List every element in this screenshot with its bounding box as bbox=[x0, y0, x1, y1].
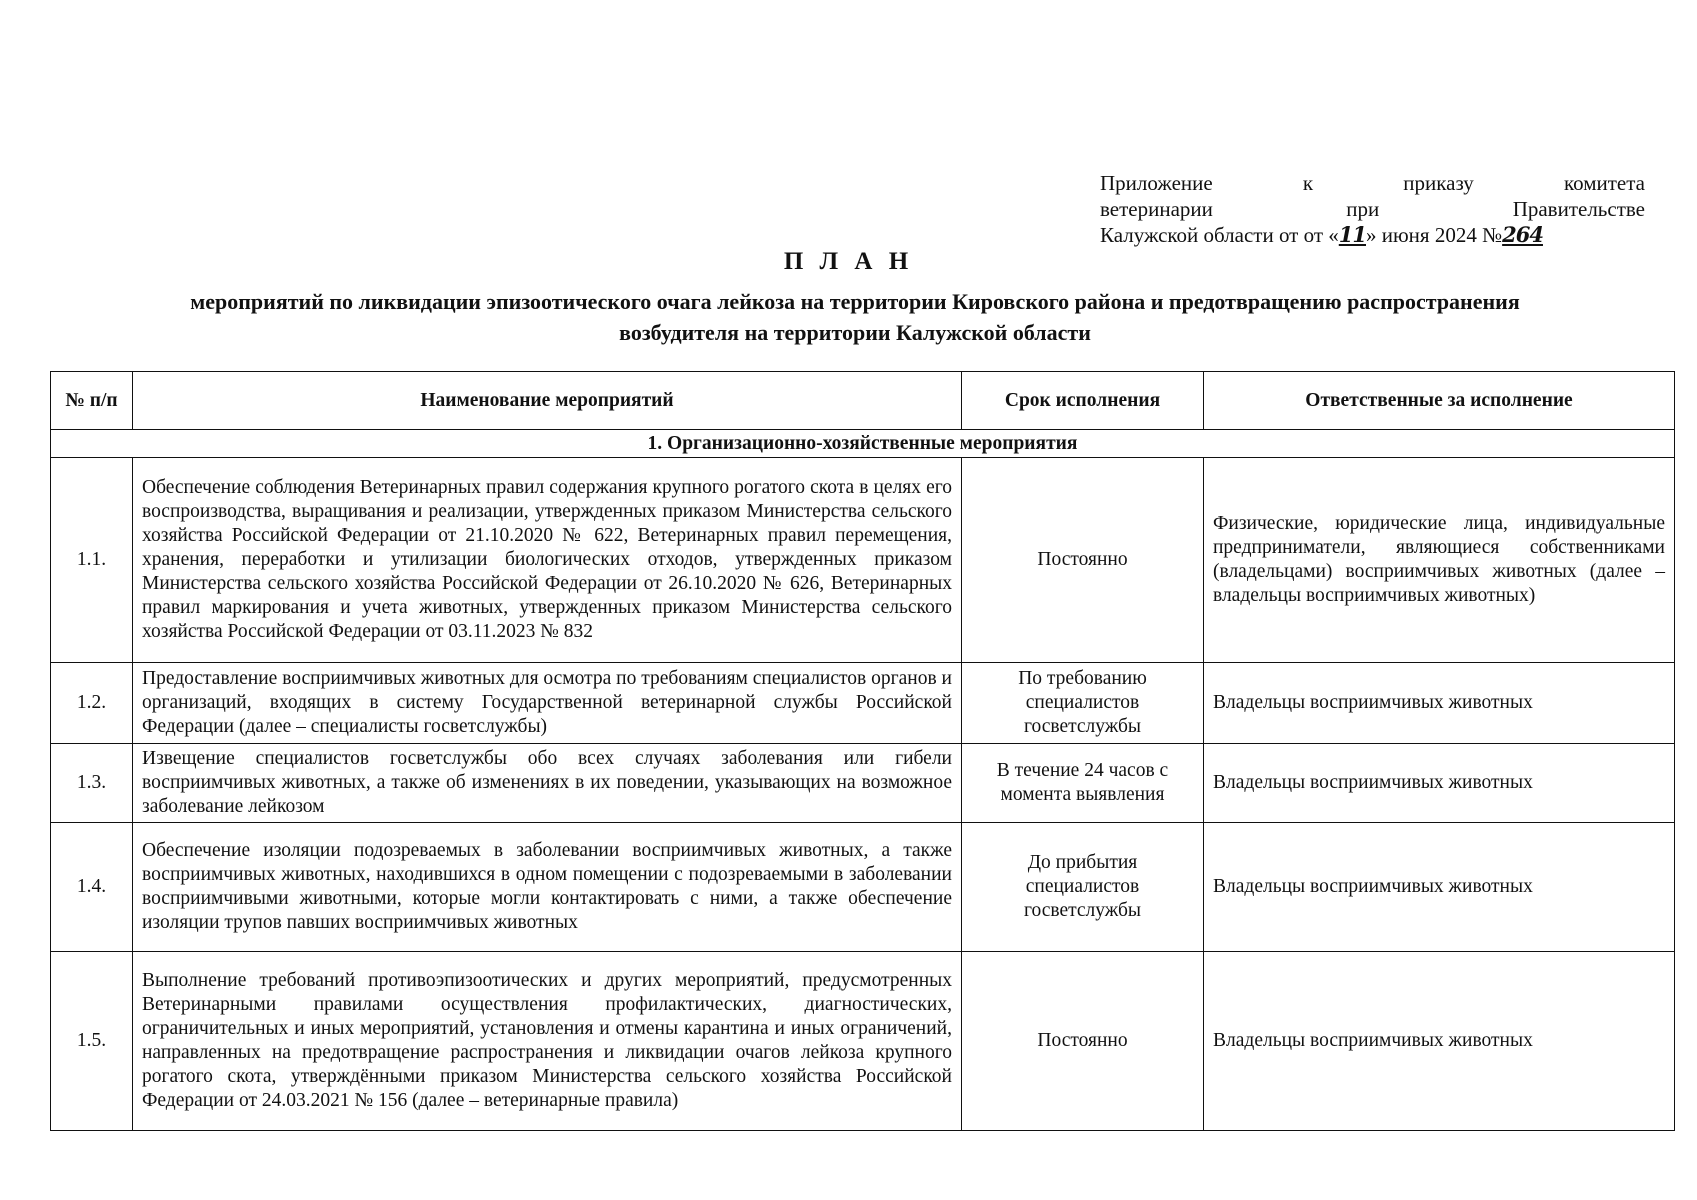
row-responsible: Владельцы восприимчивых животных bbox=[1204, 744, 1675, 823]
header-name: Наименование мероприятий bbox=[133, 372, 962, 430]
section-title: 1. Организационно-хозяйственные мероприятия bbox=[51, 430, 1675, 458]
row-name: Обеспечение соблюдения Ветеринарных правил содержания крупного рогатого скота в целях его воспроизводства, выращивания и реализации, утвержденных приказом Министерства сельского хозяйства Российской Федерации от 21.10.2020 № 622, Ветеринарных правил перемещения, хранения, переработки и утилизации биологических отходов, утвержденных приказом Министерства сельского хозяйства Российской Федерации от 26.10.2020 № 626, Ветеринарных правил маркирования и учета животных, утвержденных приказом Министерства сельского хозяйства Российской Федерации от 03.11.2023 № 832 bbox=[133, 458, 962, 663]
row-num: 1.3. bbox=[51, 744, 133, 823]
header-term: Срок исполнения bbox=[962, 372, 1204, 430]
table-header-row bbox=[51, 372, 1675, 430]
appendix-block bbox=[1100, 170, 1645, 248]
appendix-date-middle: » июня 2024 № bbox=[1366, 223, 1503, 247]
appendix-line-1: Приложение к приказу комитета bbox=[1100, 171, 1645, 195]
handwritten-day: 11 bbox=[1338, 222, 1366, 247]
plan-title: П Л А Н bbox=[783, 248, 914, 275]
row-num: 1.2. bbox=[51, 663, 133, 744]
handwritten-order-number: 264 bbox=[1502, 222, 1543, 247]
row-name: Выполнение требований противоэпизоотических и других мероприятий, предусмотренных Ветеринарными правилами осуществления профилактических, диагностических, ограничительных и иных мероприятий, установления и отмены карантина и иных ограничений, направленных на предотвращение распространения и ликвидации очагов лейкоза крупного рогатого скота, утверждёнными приказом Министерства сельского хозяйства Российской Федерации от 24.03.2021 № 156 (далее – ветеринарные правила) bbox=[133, 952, 962, 1131]
appendix-line-3 bbox=[1100, 222, 1645, 248]
row-num: 1.1. bbox=[51, 458, 133, 663]
row-term: По требованию специалистов госветслужбы bbox=[962, 663, 1204, 744]
plan-table bbox=[50, 371, 1675, 1131]
row-term: В течение 24 часов с момента выявления bbox=[962, 744, 1204, 823]
plan-subtitle: мероприятий по ликвидации эпизоотического очага лейкоза на территории Кировского района и предотвращению распространения возбудителя на территории Калужской области bbox=[190, 289, 1520, 345]
row-term: Постоянно bbox=[962, 458, 1204, 663]
section-row bbox=[51, 430, 1675, 458]
row-num: 1.5. bbox=[51, 952, 133, 1131]
row-name: Извещение специалистов госветслужбы обо всех случаях заболевания или гибели восприимчивых животных, а также об изменениях в их поведении, указывающих на возможное заболевание лейкозом bbox=[133, 744, 962, 823]
row-responsible: Владельцы восприимчивых животных bbox=[1204, 952, 1675, 1131]
row-responsible: Физические, юридические лица, индивидуальные предприниматели, являющиеся собственниками (владельцами) восприимчивых животных (далее – владельцы восприимчивых животных) bbox=[1204, 458, 1675, 663]
row-responsible: Владельцы восприимчивых животных bbox=[1204, 663, 1675, 744]
table-row bbox=[51, 458, 1675, 663]
header-responsible: Ответственные за исполнение bbox=[1204, 372, 1675, 430]
table-row bbox=[51, 952, 1675, 1131]
row-responsible: Владельцы восприимчивых животных bbox=[1204, 823, 1675, 952]
row-name: Обеспечение изоляции подозреваемых в заболевании восприимчивых животных, а также восприимчивых животных, находившихся в одном помещении с подозреваемыми в заболевании восприимчивыми животными, которые могли контактировать с ними, а также обеспечение изоляции трупов павших восприимчивых животных bbox=[133, 823, 962, 952]
header-num: № п/п bbox=[51, 372, 133, 430]
table-row bbox=[51, 663, 1675, 744]
appendix-date-prefix: Калужской области от от « bbox=[1100, 223, 1339, 247]
row-name: Предоставление восприимчивых животных для осмотра по требованиям специалистов органов и организаций, входящих в систему Государственной ветеринарной службы Российской Федерации (далее – специалисты госветслужбы) bbox=[133, 663, 962, 744]
appendix-line-2: ветеринарии при Правительстве bbox=[1100, 197, 1645, 221]
row-term: Постоянно bbox=[962, 952, 1204, 1131]
table-row bbox=[51, 823, 1675, 952]
row-term: До прибытия специалистов госветслужбы bbox=[962, 823, 1204, 952]
row-num: 1.4. bbox=[51, 823, 133, 952]
table-row bbox=[51, 744, 1675, 823]
